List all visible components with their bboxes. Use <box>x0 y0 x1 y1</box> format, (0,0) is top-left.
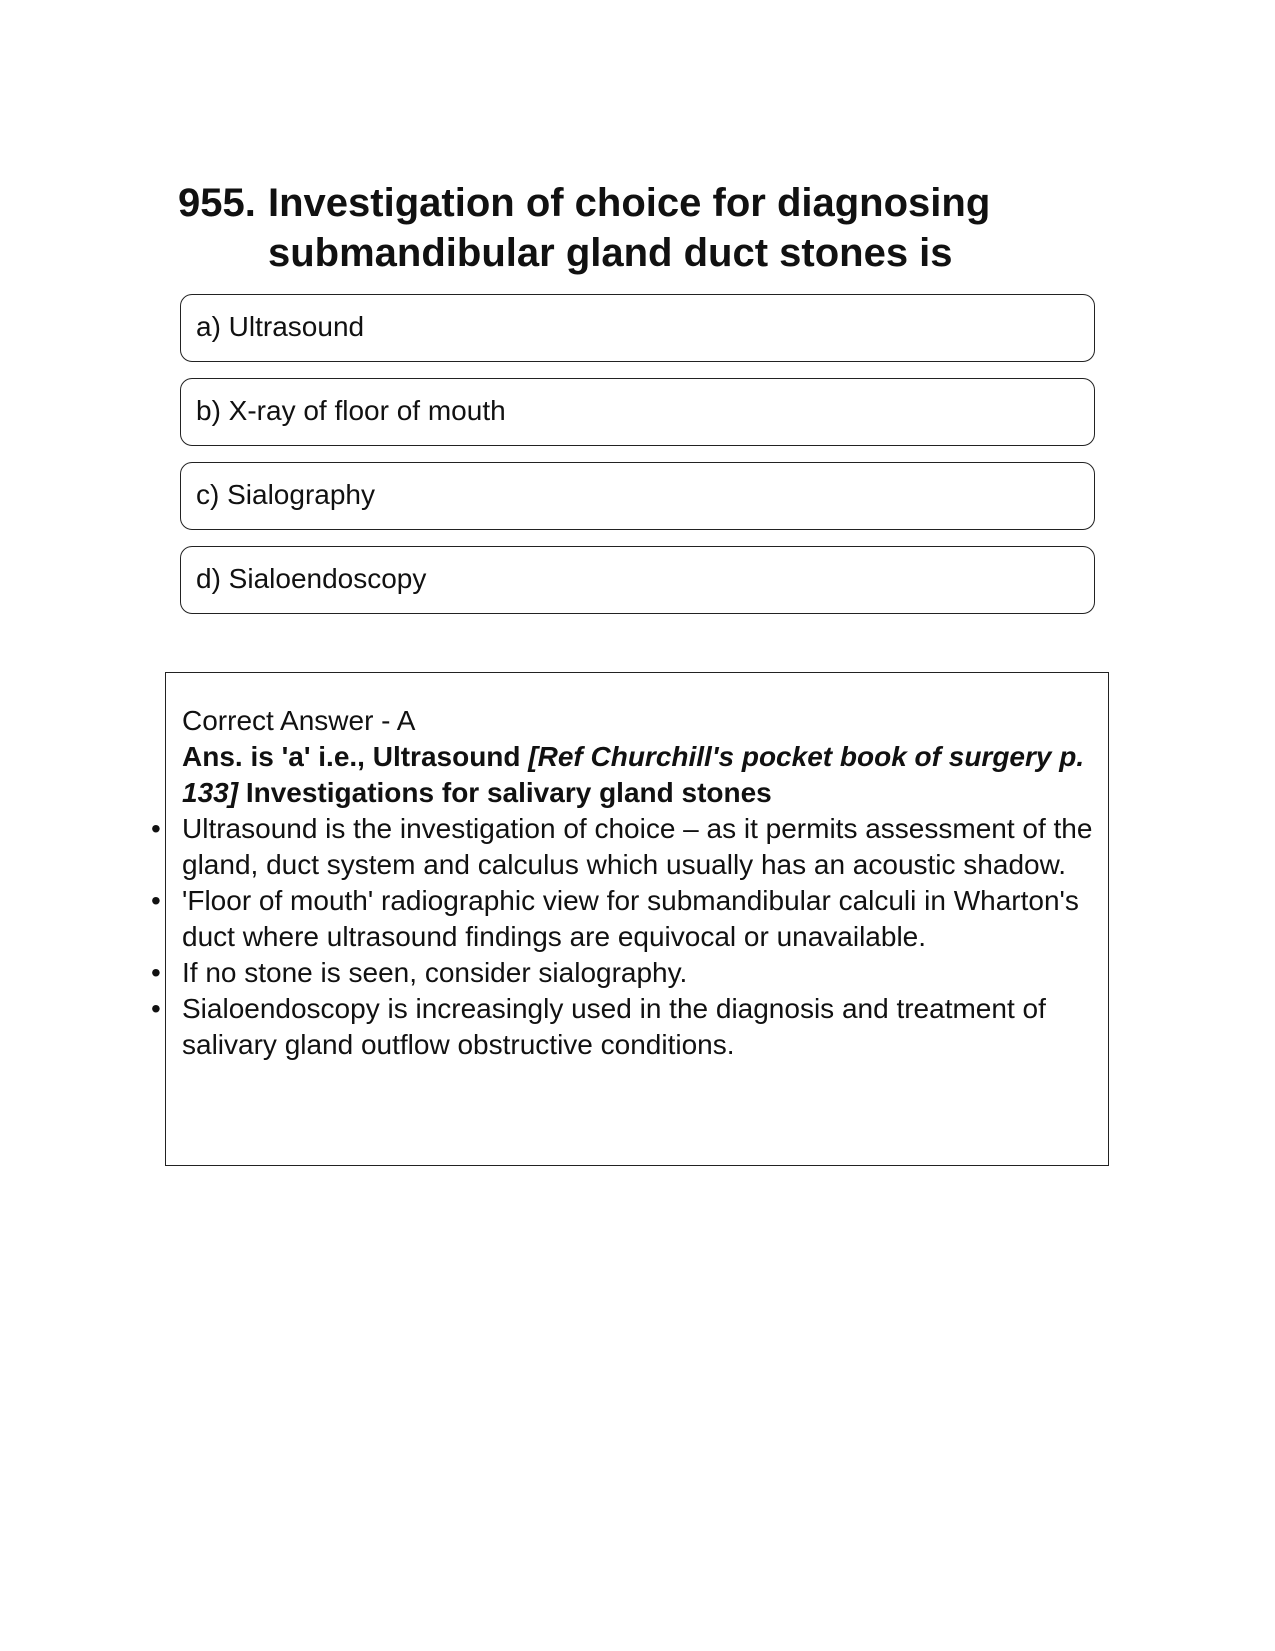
option-d[interactable]: d) Sialoendoscopy <box>180 546 1095 614</box>
answer-summary <box>182 739 1094 811</box>
option-b[interactable]: b) X-ray of floor of mouth <box>180 378 1095 446</box>
question-text: Investigation of choice for diagnosing submandibular gland duct stones is <box>268 181 991 275</box>
list-item <box>151 811 1094 883</box>
point-text: Sialoendoscopy is increasingly used in the diagnosis and treatment of salivary gland outflow obstructive conditions. <box>182 993 1046 1060</box>
list-item <box>151 991 1094 1063</box>
answer-statement: Ans. is 'a' i.e., Ultrasound <box>182 741 529 772</box>
investigations-heading: Investigations for salivary gland stones <box>238 777 772 808</box>
bullet-icon: • <box>151 993 161 1024</box>
explanation-box <box>151 672 1109 1166</box>
option-a[interactable]: a) Ultrasound <box>180 294 1095 362</box>
bullet-icon: • <box>151 813 161 844</box>
option-c[interactable]: c) Sialography <box>180 462 1095 530</box>
bullet-icon: • <box>151 957 161 988</box>
question-heading <box>178 178 1108 278</box>
list-item <box>151 955 1094 991</box>
question-number: 955. <box>178 181 256 225</box>
point-text: Ultrasound is the investigation of choice – as it permits assessment of the gland, duct system and calculus which usually has an acoustic shadow. <box>182 813 1093 880</box>
bullet-icon: • <box>151 885 161 916</box>
explanation-points <box>151 811 1094 1063</box>
reference-citation: [Ref Churchill's pocket book of surgery p. 133] <box>182 741 1085 808</box>
point-text: If no stone is seen, consider sialography. <box>182 957 688 988</box>
options-list <box>180 294 1095 630</box>
point-text: 'Floor of mouth' radiographic view for submandibular calculi in Wharton's duct where ultrasound findings are equivocal or unavailable. <box>182 885 1079 952</box>
correct-answer: Correct Answer - A <box>182 705 416 736</box>
list-item <box>151 883 1094 955</box>
